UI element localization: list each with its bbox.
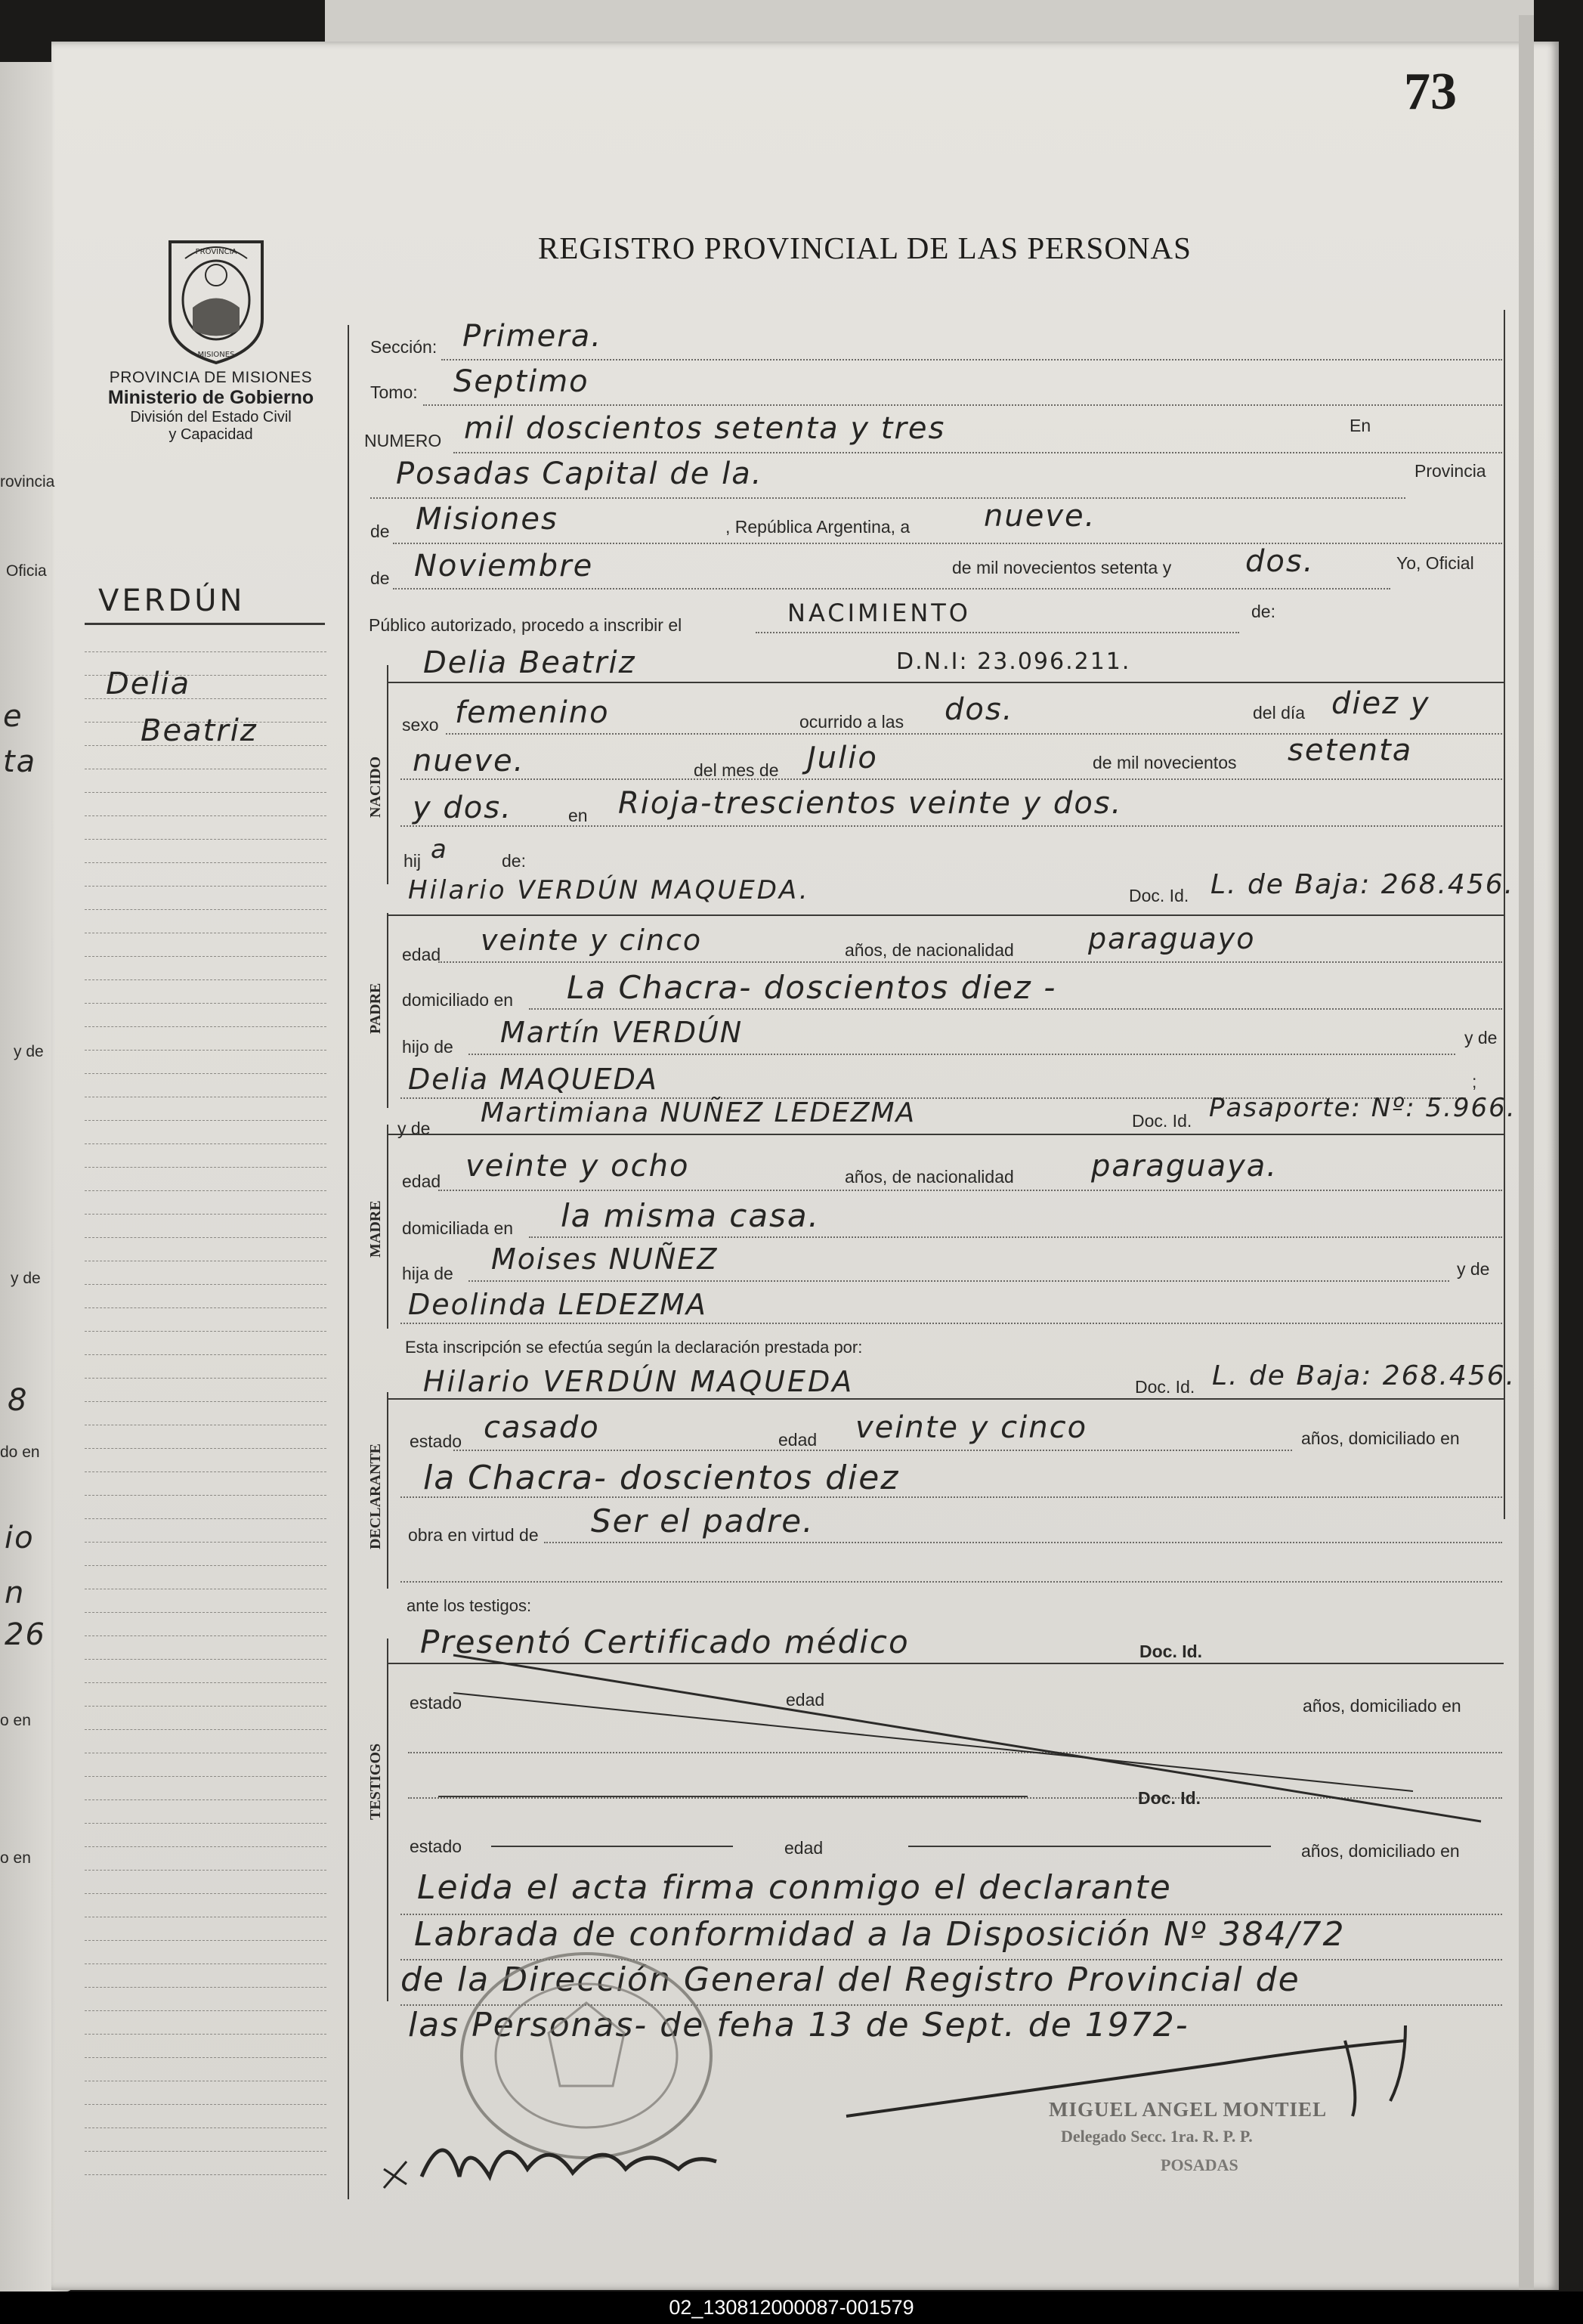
testigo-1-doc-label: Doc. Id. (1139, 1642, 1203, 1661)
margin-ruled-line (85, 1870, 326, 1871)
margin-ruled-line (85, 1026, 326, 1027)
left-fragment: 26 (5, 1617, 46, 1652)
left-fragment: io (5, 1521, 35, 1555)
declarante-doc-value: L. de Baja: 268.456. (1212, 1360, 1517, 1391)
margin-ruled-line (85, 2127, 326, 2128)
margin-ruled-line (85, 1846, 326, 1847)
madre-doc-label: Doc. Id. (1132, 1111, 1192, 1131)
testigo-2-anios-label: años, domiciliado en (1301, 1841, 1460, 1861)
mes-line (400, 778, 1502, 780)
left-fragment: rovincia (0, 473, 55, 490)
margin-ruled-line (85, 792, 326, 793)
seccion-line (441, 359, 1502, 361)
declarante-dom-value: la Chacra- doscientos diez (423, 1459, 900, 1497)
madre-bracket (387, 1125, 388, 1329)
ante-testigos-label: ante los testigos: (407, 1596, 532, 1615)
testigo-2-doc-label: Doc. Id. (1138, 1788, 1201, 1808)
margin-ruled-line (85, 1963, 326, 1964)
tomo-label: Tomo: (370, 382, 418, 402)
declarante-dom-line (400, 1496, 1502, 1498)
page-edge (1519, 15, 1534, 2290)
address-line (400, 825, 1502, 827)
margin-given-name-1: Delia (106, 667, 191, 701)
padre-edad-value: veinte y cinco (481, 924, 703, 957)
closing-line-4: las Personas- de feha 13 de Sept. de 1972- (408, 2006, 1189, 2044)
madre-edad-value: veinte y ocho (465, 1149, 690, 1184)
left-fragment: ta (3, 744, 37, 779)
left-fragment: Oficia (6, 562, 47, 580)
left-fragment: y de (14, 1043, 44, 1060)
officer-stamp-name: MIGUEL ANGEL MONTIEL (1049, 2098, 1328, 2121)
margin-given-name-2: Beatriz (141, 713, 258, 748)
division-line-1: División del Estado Civil (130, 409, 292, 425)
padre-edad-line (438, 961, 1502, 963)
margin-ruled-line (85, 2151, 326, 2152)
testigo-1-anios-label: años, domiciliado en (1303, 1696, 1461, 1716)
place-value: Posadas Capital de la. (396, 456, 763, 491)
form-right-border (1504, 310, 1505, 1519)
anio-label: de mil novecientos (1093, 753, 1237, 772)
declarante-name-value: Hilario VERDÚN MAQUEDA (423, 1365, 855, 1398)
day-line-2: nueve. (413, 744, 525, 778)
testigo-2-estado-line (491, 1846, 733, 1847)
margin-ruled-line (85, 909, 326, 910)
padre-nac-label: años, de nacionalidad (845, 940, 1014, 960)
svg-text:MISIONES: MISIONES (197, 351, 235, 359)
margin-ruled-line (85, 1682, 326, 1683)
margin-ruled-line (85, 1378, 326, 1379)
padre-top-rule (387, 914, 1504, 916)
declarant-signature (376, 2109, 724, 2192)
padre-dom-label: domiciliado en (402, 990, 514, 1010)
margin-surname-underline (85, 623, 325, 625)
testigo-1-edad-label: edad (786, 1690, 825, 1710)
margin-surname: VERDÚN (98, 583, 246, 618)
nacido-name-value: Delia Beatriz (423, 645, 636, 680)
margin-ruled-line (85, 1120, 326, 1121)
padre-name-value: Hilario VERDÚN MAQUEDA. (408, 875, 810, 905)
margin-ruled-line (85, 1659, 326, 1660)
officer-signature (831, 2010, 1511, 2131)
month-de-label: de (370, 568, 390, 588)
ocurrido-label: ocurrido a las (799, 712, 904, 732)
footer-id-bar (0, 2292, 1583, 2324)
margin-ruled-line (85, 1214, 326, 1215)
province-name: PROVINCIA DE MISIONES (109, 369, 313, 386)
closing-line-3: de la Dirección General del Registro Provincial de (400, 1960, 1300, 1999)
form-left-border (348, 325, 349, 2199)
margin-ruled-line (85, 886, 326, 887)
page-title: REGISTRO PROVINCIAL DE LAS PERSONAS (538, 231, 1192, 265)
declaration-label: Esta inscripción se efectúa según la declaración prestada por: (405, 1338, 863, 1357)
tomo-line (423, 404, 1502, 406)
province-line (393, 543, 1502, 544)
margin-ruled-line (85, 1401, 326, 1402)
margin-ruled-line (85, 2174, 326, 2175)
declarante-extra-line (400, 1581, 1502, 1583)
left-fragment: e (3, 699, 23, 734)
margin-ruled-line (85, 1050, 326, 1051)
year-prefix-label: de mil novecientos setenta y (952, 558, 1172, 577)
margin-ruled-line (85, 815, 326, 816)
padre-hijo-line (468, 1054, 1455, 1055)
act-type-value: NACIMIENTO (787, 599, 971, 627)
margin-ruled-line (85, 1823, 326, 1824)
en-address-label: en (568, 806, 588, 825)
declarante-edad-value: veinte y cinco (855, 1410, 1088, 1445)
republica-label: , República Argentina, a (725, 517, 911, 537)
margin-ruled-line (85, 1776, 326, 1777)
numero-value: mil doscientos setenta y tres (464, 411, 946, 446)
padre-section-label: PADRE (367, 983, 384, 1034)
closing-line-2: Labrada de conformidad a la Disposición Nº 384/72 (414, 1915, 1346, 1954)
provincia-label: Provincia (1414, 461, 1486, 481)
oficial-label: Yo, Oficial (1396, 553, 1474, 573)
margin-ruled-line (85, 839, 326, 840)
margin-ruled-line (85, 956, 326, 957)
margin-ruled-line (85, 1471, 326, 1472)
madre-nac-value: paraguaya. (1091, 1149, 1278, 1184)
margin-ruled-line (85, 862, 326, 863)
margin-ruled-line (85, 1331, 326, 1332)
declarante-top-rule (387, 1398, 1504, 1400)
nacido-top-rule (387, 682, 1504, 683)
hour-value: dos. (945, 692, 1014, 727)
madre-dom-value: la misma casa. (561, 1197, 821, 1234)
padre-dom-line (529, 1008, 1502, 1010)
padre-dom-value: La Chacra- doscientos diez - (567, 969, 1057, 1006)
de-colon-label: de: (1251, 602, 1275, 621)
coat-of-arms-seal (155, 236, 277, 366)
year-line-2: y dos. (413, 791, 512, 825)
margin-ruled-line (85, 1987, 326, 1988)
testigo-2-edad-line (908, 1846, 1271, 1847)
madre-dom-line (529, 1236, 1502, 1238)
publico-label: Público autorizado, procedo a inscribir el (369, 615, 682, 635)
madre-hija-label: hija de (402, 1264, 453, 1283)
margin-ruled-line (85, 1635, 326, 1636)
madre-hija-line (468, 1280, 1449, 1282)
margin-ruled-line (85, 1799, 326, 1800)
sexo-value: femenino (455, 695, 610, 730)
day-value: nueve. (984, 499, 1096, 534)
nacido-dni-value: D.N.I: 23.096.211. (896, 648, 1131, 675)
en-label: En (1350, 416, 1371, 435)
margin-ruled-line (85, 1143, 326, 1144)
ministry-name: Ministerio de Gobierno (107, 387, 314, 408)
margin-ruled-line (85, 1612, 326, 1613)
footer-id: 02_130812000087-001579 (669, 2296, 914, 2319)
margin-ruled-line (85, 1073, 326, 1074)
margin-ruled-line (85, 1307, 326, 1308)
del-dia-label: del día (1253, 703, 1306, 723)
madre-doc-value: Pasaporte: Nº: 5.966. (1209, 1093, 1517, 1123)
left-fragment: o en (0, 1712, 31, 1729)
padre-doc-label: Doc. Id. (1129, 886, 1189, 905)
padre-father-value: Martín VERDÚN (500, 1016, 744, 1049)
place-line (370, 497, 1405, 499)
margin-ruled-line (85, 1354, 326, 1355)
margin-ruled-line (85, 2034, 326, 2035)
margin-ruled-line (85, 1940, 326, 1941)
svg-text:PROVINCIA: PROVINCIA (195, 248, 237, 256)
mes-value: Julio (807, 741, 878, 775)
testigos-section-label: TESTIGOS (367, 1743, 384, 1820)
day-line-1: diez y (1331, 686, 1430, 721)
madre-nac-label: años, de nacionalidad (845, 1167, 1014, 1187)
testigos-bracket (387, 1639, 388, 2001)
nacido-bracket (387, 665, 388, 884)
testigo-2-estado-label: estado (410, 1837, 462, 1856)
mes-label: del mes de (694, 760, 779, 780)
tomo-value: Septimo (453, 364, 589, 399)
seccion-label: Sección: (370, 337, 437, 357)
declarante-anios-dom-label: años, domiciliado en (1301, 1428, 1460, 1448)
testigo-1-value: Presentó Certificado médico (420, 1623, 910, 1660)
declarante-estado-label: estado (410, 1431, 462, 1451)
padre-mother-value: Delia MAQUEDA (408, 1063, 658, 1096)
back-page-edge (325, 0, 1534, 45)
madre-father-value: Moises NUÑEZ (491, 1242, 719, 1276)
madre-yde-label: y de (397, 1119, 431, 1138)
margin-ruled-line (85, 2010, 326, 2011)
month-value: Noviembre (414, 549, 594, 583)
margin-ruled-line (85, 1893, 326, 1894)
declarante-obra-line (544, 1542, 1502, 1543)
padre-edad-label: edad (402, 945, 441, 964)
madre-edad-label: edad (402, 1171, 441, 1191)
padre-doc-value: L. de Baja: 268.456. (1210, 869, 1515, 900)
margin-ruled-line (85, 651, 326, 652)
margin-ruled-line (85, 1542, 326, 1543)
left-fragment: n (5, 1576, 26, 1611)
madre-edad-line (438, 1190, 1502, 1191)
province-value: Misiones (416, 502, 558, 537)
left-fragment: do en (0, 1444, 40, 1461)
declarante-estado-line (453, 1450, 1292, 1451)
margin-ruled-line (85, 1729, 326, 1730)
padre-nac-value: paraguayo (1088, 922, 1256, 955)
margin-ruled-line (85, 1237, 326, 1238)
padre-hijo-label: hijo de (402, 1037, 453, 1057)
margin-ruled-line (85, 1003, 326, 1004)
hij-value: a (431, 834, 448, 865)
madre-top-rule (387, 1134, 1504, 1135)
year-value: dos. (1245, 544, 1315, 579)
madre-name-value: Martimiana NUÑEZ LEDEZMA (481, 1097, 917, 1128)
act-line (756, 632, 1239, 633)
madre-yde2-label: y de (1457, 1259, 1490, 1279)
ministry-block (74, 369, 348, 444)
margin-ruled-line (85, 1565, 326, 1566)
declarante-obra-value: Ser el padre. (591, 1502, 815, 1540)
padre-semicolon: ; (1472, 1072, 1477, 1091)
madre-section-label: MADRE (367, 1200, 384, 1258)
margin-ruled-line (85, 2104, 326, 2105)
declarante-section-label: DECLARANTE (367, 1443, 384, 1549)
sexo-label: sexo (402, 715, 439, 735)
madre-mother-line (400, 1323, 1502, 1324)
officer-stamp-city: POSADAS (1161, 2155, 1238, 2174)
madre-mother-value: Deolinda LEDEZMA (408, 1288, 707, 1321)
margin-ruled-line (85, 979, 326, 980)
witness-cancel-stroke (446, 1648, 1496, 1829)
numero-line (453, 452, 1502, 453)
year-line-1: setenta (1288, 733, 1413, 768)
madre-dom-label: domiciliada en (402, 1218, 514, 1238)
nacido-section-label: NACIDO (367, 756, 384, 818)
division-line-2: y Capacidad (169, 426, 253, 443)
left-fragment: o en (0, 1849, 31, 1867)
hij-label: hij (403, 851, 422, 871)
margin-ruled-line (85, 1706, 326, 1707)
margin-ruled-line (85, 1284, 326, 1285)
testigo-2-edad-label: edad (784, 1838, 824, 1858)
province-de-label: de (370, 521, 390, 541)
margin-ruled-line (85, 2057, 326, 2058)
closing-line-1: Leida el acta firma conmigo el declarante (417, 1868, 1172, 1907)
padre-bracket (387, 913, 388, 1108)
margin-ruled-line (85, 1167, 326, 1168)
birth-address-value: Rioja-trescientos veinte y dos. (618, 786, 1123, 821)
declarante-estado-value: casado (484, 1410, 600, 1445)
margin-ruled-line (85, 1518, 326, 1519)
margin-ruled-line (85, 1190, 326, 1191)
margin-ruled-line (85, 1495, 326, 1496)
officer-stamp-title: Delegado Secc. 1ra. R. P. P. (1061, 2127, 1253, 2146)
declarante-edad-label: edad (778, 1430, 818, 1450)
page-number: 73 (1404, 63, 1457, 121)
seccion-value: Primera. (462, 319, 602, 354)
declarante-obra-label: obra en virtud de (408, 1525, 539, 1545)
left-fragment: 8 (8, 1383, 29, 1418)
numero-label: NUMERO (364, 431, 442, 450)
margin-ruled-line (85, 1448, 326, 1449)
left-fragment: y de (11, 1270, 41, 1287)
declarante-doc-label: Doc. Id. (1135, 1377, 1195, 1397)
month-line (393, 588, 1390, 590)
declarante-bracket (387, 1392, 388, 1589)
padre-yde-label: y de (1464, 1028, 1498, 1048)
testigo-1-estado-label: estado (410, 1693, 462, 1713)
hij-de-label: de: (502, 851, 526, 871)
